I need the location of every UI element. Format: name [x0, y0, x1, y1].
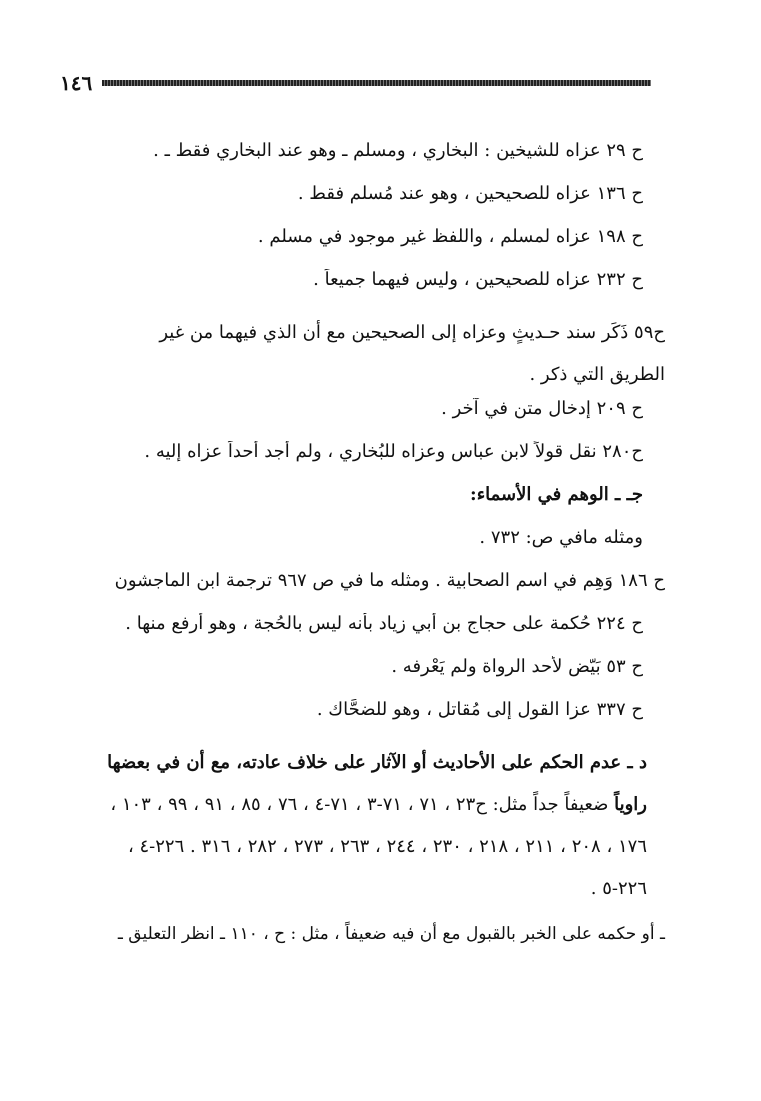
text-line: ح ٢٣٢ عزاه للصحيحين ، وليس فيهما جميعاً .: [313, 269, 643, 290]
text-line: ح ١٨٦ وَهِم في اسم الصحابية . ومثله ما في ص ٩٦٧ ترجمة ابن الماجشون: [114, 570, 665, 591]
section-d-heading: د ـ عدم الحكم على الأحاديث أو الآثار على خلاف عادته، مع أن في بعضها راوياً: [107, 752, 647, 815]
header-rule: [102, 80, 651, 86]
text-line: ح٢٨٠ نقل قولاً لابن عباس وعزاه للبُخاري ، ولم أجد أحداً عزاه إليه .: [144, 441, 643, 462]
page-number: ١٤٦: [60, 71, 93, 95]
text-line: ح ٢٢٤ حُكمة على حجاج بن أبي زياد بأنه ليس بالحُجة ، وهو أرفع منها .: [125, 613, 643, 634]
text-line: ح ٢٩ عزاه للشيخين : البخاري ، ومسلم ـ وهو عند البخاري فقط ـ .: [153, 140, 643, 161]
text-line: ح ٥٣ بَيّض لأحد الرواة ولم يَعْرفه .: [391, 656, 643, 677]
text-line: ح ١٩٨ عزاه لمسلم ، واللفظ غير موجود في مسلم .: [257, 226, 643, 247]
text-line: ح ٣٣٧ عزا القول إلى مُقاتل ، وهو للضحَّاك .: [316, 699, 643, 720]
text-line: ـ أو حكمه على الخبر بالقبول مع أن فيه ضعيفاً ، مثل : ح ، ١١٠ ـ انظر التعليق ـ: [117, 924, 665, 944]
page-content: [107, 140, 665, 944]
section-d-paragraph: [100, 742, 647, 910]
section-heading: جـ ـ الوهم في الأسماء:: [470, 484, 643, 505]
page-header: [60, 68, 651, 98]
text-paragraph: ح٥٩ ذَكَر سند حـديثٍ وعزاه إلى الصحيحين مع أن الذي فيهما من غير الطريق التي ذكر .: [159, 322, 665, 385]
text-line: ح ٢٠٩ إدخال متن في آخر .: [441, 398, 643, 419]
section-d-text: ضعيفاً جداً مثل: ح٢٣ ، ٧١ ، ٧١-٣ ، ٧١-٤ ، ٧٦ ، ٨٥ ، ٩١ ، ٩٩ ، ١٠٣ ، ١٧٦ ، ٢٠٨ ، ٢١١ ، ٢١٨ ، ٢٣٠ ، ٢٤٤ ، ٢٦٣ ، ٢٧٣ ، ٢٨٢ ، ٣١٦ . ٢٢٦-٤ ، ٢٢٦-٥ .: [110, 794, 647, 899]
text-line: ح ١٣٦ عزاه للصحيحين ، وهو عند مُسلم فقط .: [297, 183, 643, 204]
text-line: ومثله مافي ص: ٧٣٢ .: [479, 527, 643, 548]
